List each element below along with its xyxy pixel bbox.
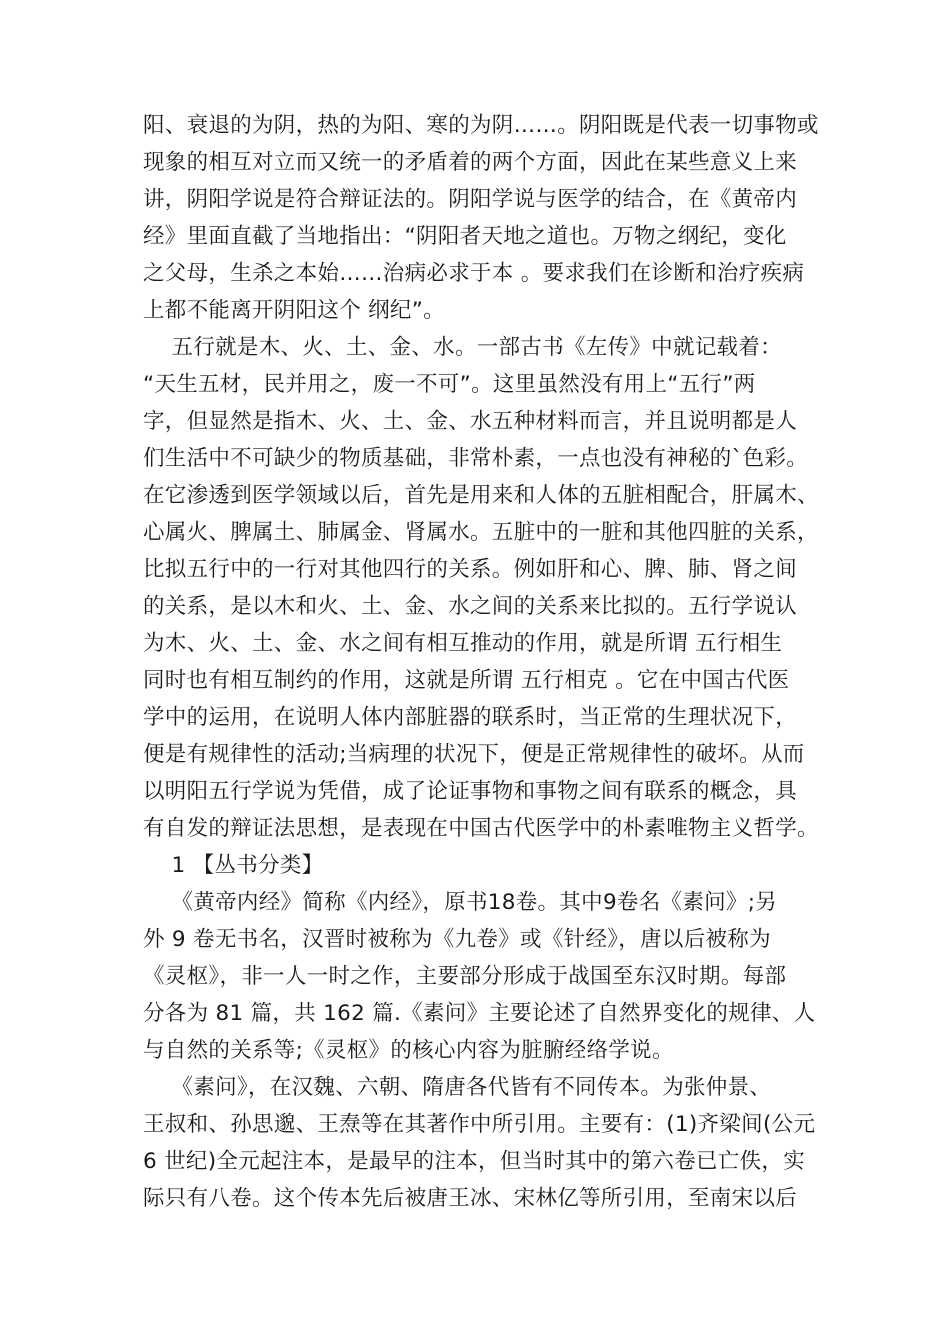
text-line: 《素问》，在汉魏、六朝、隋唐各代皆有不同传本。为张仲景、 <box>143 1075 772 1100</box>
text-line: 们生活中不可缺少的物质基础，非常朴素，一点也没有神秘的`色彩。 <box>143 446 809 471</box>
text-line: 分各为 81 篇，共 162 篇.《素问》主要论述了自然界变化的规律、人 <box>143 1001 816 1026</box>
text-line: 王叔和、孙思邈、王焘等在其著作中所引用。主要有：(1)齐梁间(公元 <box>143 1112 816 1137</box>
text-line: 心属火、脾属土、肺属金、肾属水。五脏中的一脏和其他四脏的关系， <box>143 520 819 545</box>
text-line: 经》里面直截了当地指出：“阴阳者天地之道也。万物之纲纪，变化 <box>143 224 787 249</box>
text-line: 现象的相互对立而又统一的矛盾着的两个方面，因此在某些意义上来 <box>143 150 798 175</box>
text-line: 有自发的辩证法思想，是表现在中国古代医学中的朴素唯物主义哲学。 <box>143 816 819 841</box>
text-line: 上都不能离开阴阳这个 纲纪”。 <box>143 298 445 323</box>
text-line: 阳、衰退的为阴，热的为阳、寒的为阴……。阴阳既是代表一切事物或 <box>143 113 819 138</box>
text-line: 字，但显然是指木、火、土、金、水五种材料而言，并且说明都是人 <box>143 409 798 434</box>
text-line: 外 9 卷无书名，汉晋时被称为《九卷》或《针经》，唐以后被称为 <box>143 927 771 952</box>
text-line: 学中的运用，在说明人体内部脏器的联系时，当正常的生理状况下， <box>143 705 798 730</box>
text-line: 与自然的关系等;《灵枢》的核心内容为脏腑经络学说。 <box>143 1038 674 1063</box>
text-line: 之父母，生杀之本始……治病必求于本 。要求我们在诊断和治疗疾病 <box>143 261 805 286</box>
text-line: 为木、火、土、金、水之间有相互推动的作用，就是所谓 五行相生 <box>143 631 783 656</box>
text-line: 际只有八卷。这个传本先后被唐王冰、宋林亿等所引用，至南宋以后 <box>143 1186 798 1211</box>
text-line: 6 世纪)全元起注本，是最早的注本，但当时其中的第六卷已亡佚，实 <box>143 1149 806 1174</box>
text-line: 便是有规律性的活动;当病理的状况下，便是正常规律性的破坏。从而 <box>143 742 805 767</box>
text-line: 同时也有相互制约的作用，这就是所谓 五行相克 。它在中国古代医 <box>143 668 790 693</box>
text-line: “天生五材，民并用之，废一不可”。这里虽然没有用上“五行”两 <box>143 372 756 397</box>
text-line: 《黄帝内经》简称《内经》，原书18卷。其中9卷名《素问》;另 <box>143 890 778 915</box>
text-line: 以明阳五行学说为凭借，成了论证事物和事物之间有联系的概念，具 <box>143 779 798 804</box>
text-line: 《灵枢》，非一人一时之作，主要部分形成于战国至东汉时期。每部 <box>143 964 787 989</box>
text-line: 讲，阴阳学说是符合辩证法的。阴阳学说与医学的结合，在《黄帝内 <box>143 187 798 212</box>
text-line: 比拟五行中的一行对其他四行的关系。例如肝和心、脾、肺、肾之间 <box>143 557 798 582</box>
section-heading: 1 【丛书分类】 <box>143 853 324 878</box>
text-line: 在它渗透到医学领域以后，首先是用来和人体的五脏相配合，肝属木、 <box>143 483 819 508</box>
text-line: 的关系，是以木和火、土、金、水之间的关系来比拟的。五行学说认 <box>143 594 798 619</box>
text-line: 五行就是木、火、土、金、水。一部古书《左传》中就记载着： <box>143 335 782 360</box>
